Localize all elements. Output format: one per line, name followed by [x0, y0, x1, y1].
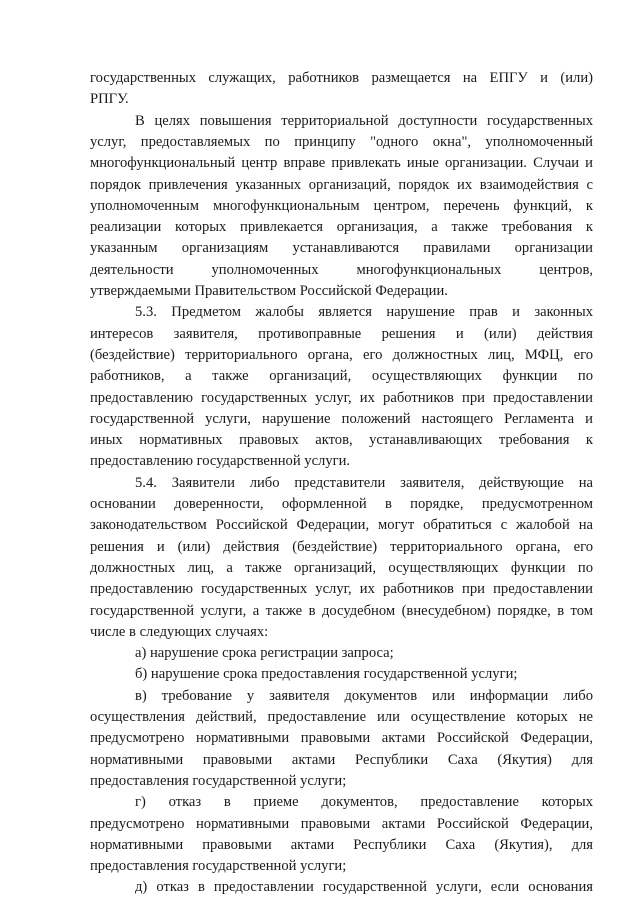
text-line: указанным организациям устанавливаются правилами организации [90, 240, 593, 257]
text-line: уполномоченным многофункциональным центром, перечень функций, к [90, 197, 593, 214]
text-line: многофункциональный центр вправе привлекать иные организации. Случаи и [90, 155, 593, 172]
text-line: решения и (или) действия (бездействие) территориального органа, его [90, 538, 593, 555]
text-line: предоставления государственной услуги; [90, 858, 347, 875]
list-item: г) отказ в приеме документов, предоставление которых [135, 794, 593, 811]
text-line: законодательством Российской Федерации, могут обратиться с жалобой на [90, 517, 593, 534]
text-line: предусмотрено нормативными правовыми актами Российской Федерации, [90, 730, 593, 747]
text-line: иных нормативных правовых актов, устанавливающих требования к [90, 432, 593, 449]
text-line: числе в следующих случаях: [90, 623, 269, 640]
text-line: нормативными правовыми актами Республики Саха (Якутия), для [90, 836, 593, 853]
text-line: утверждаемыми Правительством Российской Федерации. [90, 283, 448, 299]
text-line: государственных служащих, работников размещается на ЕПГУ и (или) [90, 70, 593, 86]
text-line: должностных лиц, а также организаций, осуществляющих функции по [90, 559, 593, 576]
text-line: В целях повышения территориальной доступности государственных [135, 112, 593, 129]
text-line: государственной услуги, нарушение положений настоящего Регламента и [90, 410, 593, 427]
text-line: РПГУ. [90, 91, 129, 108]
text-line: предоставлению государственных услуг, их работников при предоставлении [90, 581, 593, 598]
list-item: в) требование у заявителя документов или информации либо [135, 687, 593, 704]
text-line: 5.3. Предметом жалобы является нарушение прав и законных [135, 304, 593, 321]
text-line: порядок привлечения указанных организаций, порядок их взаимодействия с [90, 176, 593, 193]
text-line: предоставлению государственных услуг, их работников при предоставлении [90, 389, 593, 406]
text-line: реализации которых привлекается организация, а также требования к [90, 219, 593, 236]
text-line: осуществления действий, предоставление или осуществление которых не [90, 709, 593, 725]
text-line: основании доверенности, оформленной в порядке, предусмотренном [90, 496, 593, 512]
text-line: предоставления государственной услуги; [90, 772, 347, 789]
text-line: (бездействие) территориального органа, его должностных лиц, МФЦ, его [90, 346, 593, 363]
text-line: предоставлению государственной услуги. [90, 453, 351, 470]
text-line: работников, а также организаций, осуществляющих функции по [90, 368, 593, 385]
text-line: 5.4. Заявители либо представители заявителя, действующие на [135, 474, 593, 491]
text-line: деятельности уполномоченных многофункциональных центров, [90, 261, 593, 278]
text-line: услуг, предоставляемых по принципу "одного окна", уполномоченный [90, 133, 593, 150]
text-line: государственной услуги, а также в досудебном (внесудебном) порядке, в том [90, 602, 593, 619]
list-item: б) нарушение срока предоставления государственной услуги; [135, 666, 518, 683]
text-line: нормативными правовыми актами Республики Саха (Якутия) для [90, 751, 593, 768]
text-line: интересов заявителя, противоправные решения и (или) действия [90, 325, 593, 342]
text-line: предусмотрено нормативными правовыми актами Российской Федерации, [90, 815, 593, 832]
list-item: д) отказ в предоставлении государственной услуги, если основания [135, 879, 593, 896]
list-item: а) нарушение срока регистрации запроса; [135, 645, 394, 662]
